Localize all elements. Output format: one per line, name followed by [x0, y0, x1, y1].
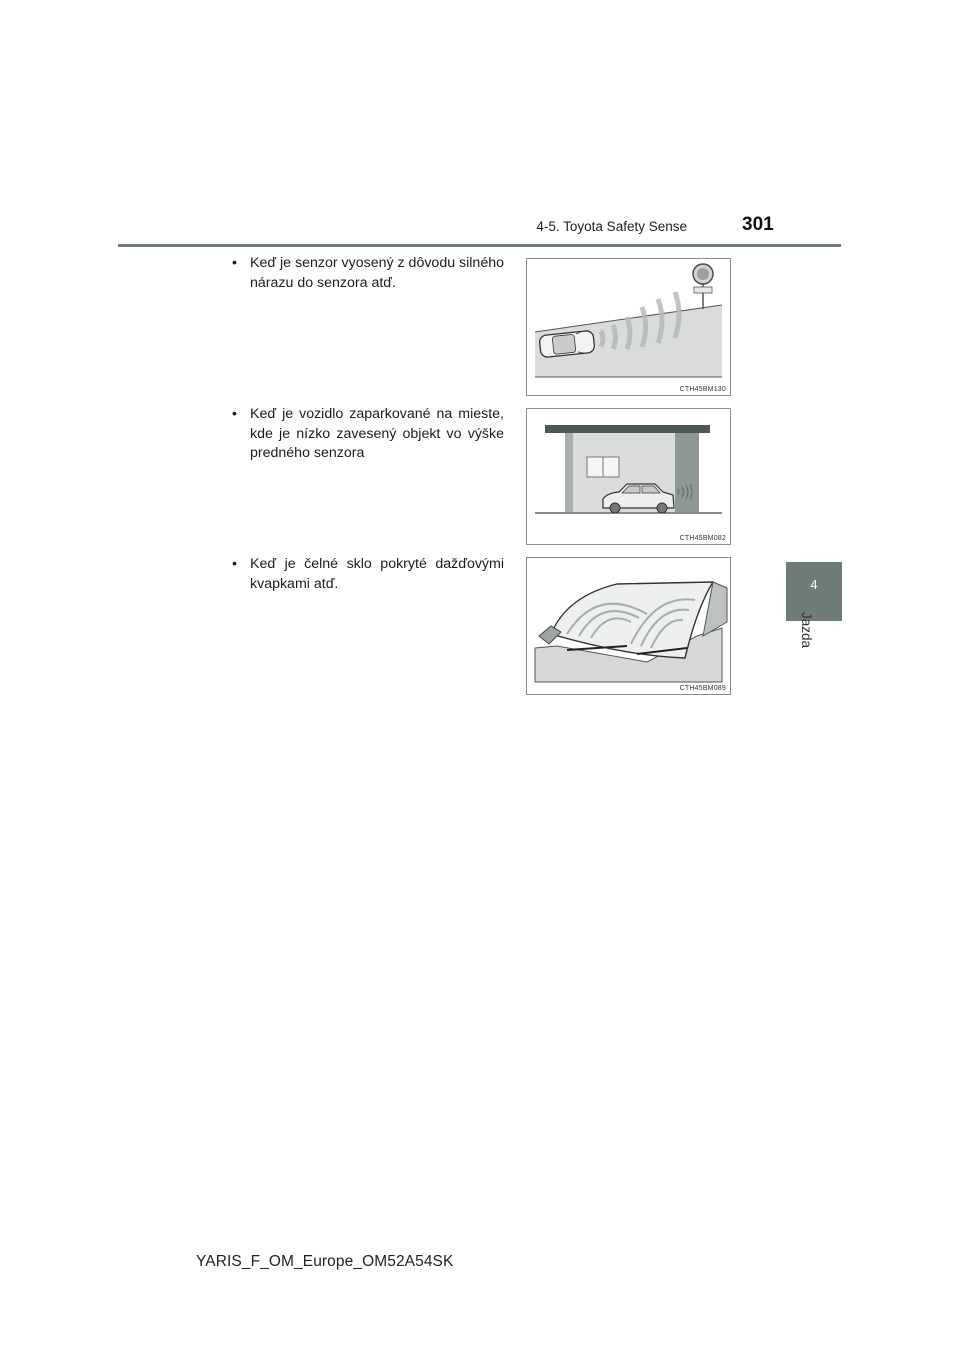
list-item-text: Keď je senzor vyosený z dôvodu silného nárazu do senzora atď.	[250, 255, 504, 291]
list-item	[232, 555, 504, 594]
bullet-marker: •	[232, 255, 237, 271]
chapter-number: 4	[810, 577, 818, 592]
figure-sensor-misaligned	[526, 258, 731, 396]
figure-code: CTH45BM089	[679, 685, 726, 692]
header-rule	[118, 244, 841, 247]
list-item	[232, 405, 504, 464]
chapter-title: Jazda	[799, 611, 814, 649]
list-item	[232, 254, 504, 293]
list-item-text: Keď je vozidlo zaparkované na mieste, kde je nízko zavesený objekt vo výške predného senzora	[250, 406, 504, 461]
list-item-text: Keď je čelné sklo pokryté dažďovými kvapkami atď.	[250, 556, 504, 592]
page-number: 301	[742, 214, 774, 235]
bullet-marker: •	[232, 556, 237, 572]
illustration-car-misaligned-sensor	[527, 259, 730, 395]
chapter-tab	[786, 562, 842, 621]
figure-low-overhang	[526, 408, 731, 545]
figure-rain-windshield	[526, 557, 731, 695]
figure-code: CTH45BM082	[679, 535, 726, 542]
document-id: YARIS_F_OM_Europe_OM52A54SK	[196, 1253, 454, 1270]
section-title: 4-5. Toyota Safety Sense	[536, 219, 687, 234]
illustration-windshield-raindrops	[527, 558, 730, 694]
figure-code: CTH45BM130	[679, 386, 726, 393]
illustration-parked-car-overhang	[527, 409, 730, 544]
bullet-marker: •	[232, 406, 237, 422]
